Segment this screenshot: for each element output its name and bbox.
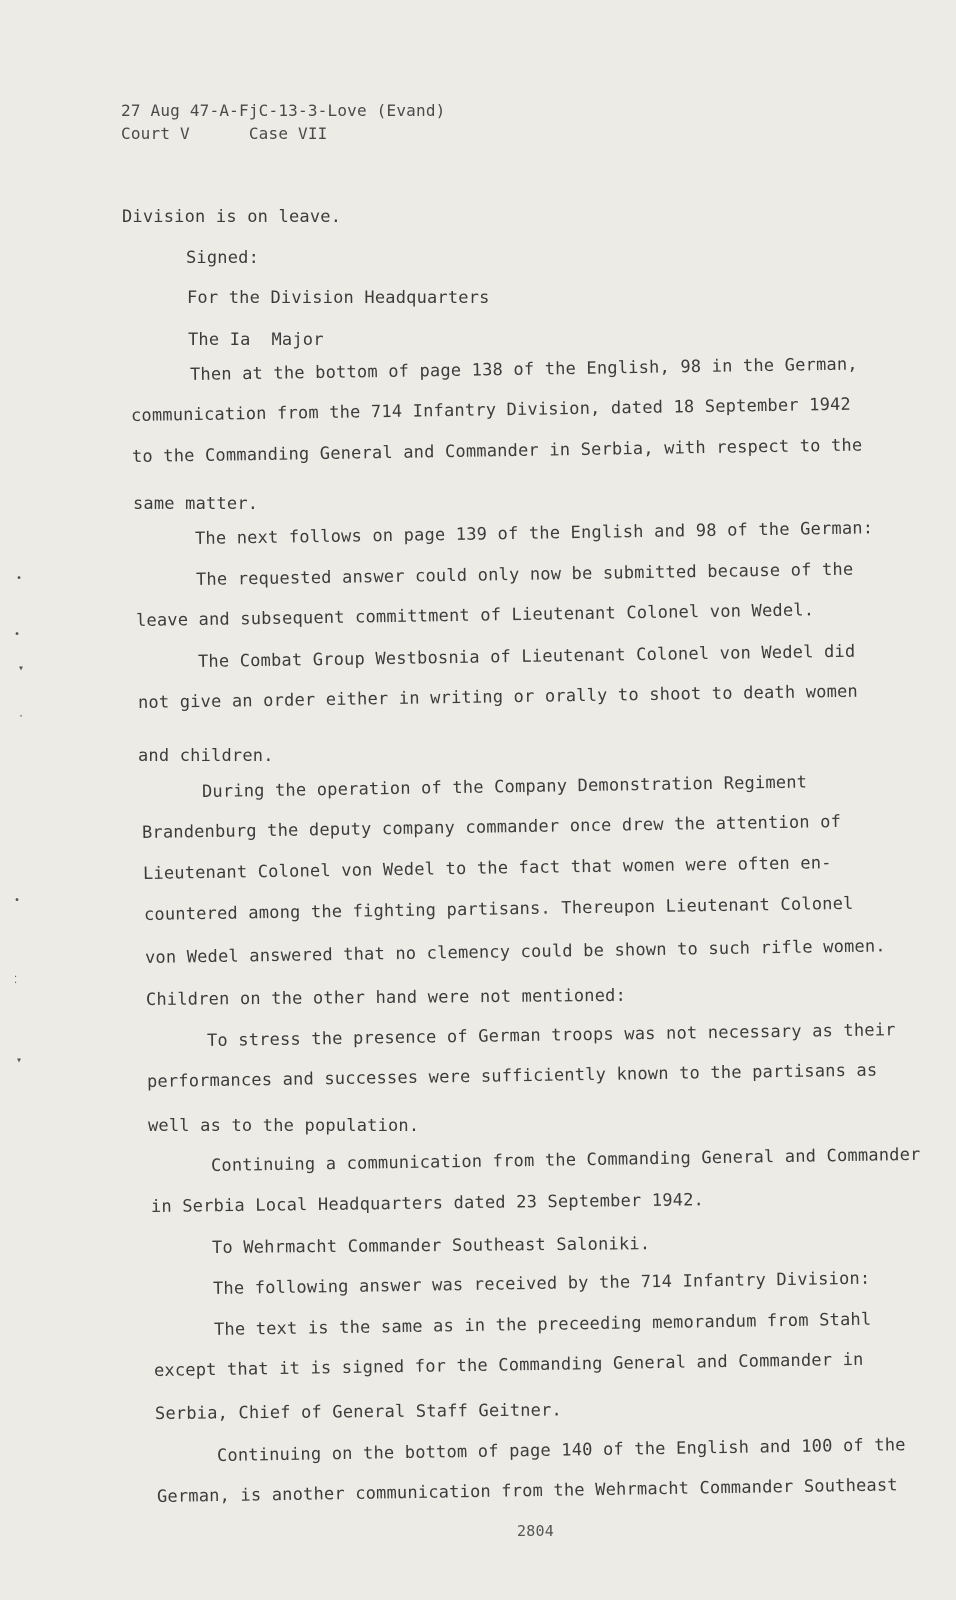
text-line: and children. (138, 746, 274, 766)
text-line: Continuing on the bottom of page 140 of the English and 100 of the (216, 1435, 906, 1466)
text-line: Division is on leave. (122, 207, 342, 227)
header-line-2: Court V Case VII (121, 124, 328, 143)
text-line: The Ia Major (188, 330, 324, 350)
text-line: Brandenburg the deputy company commander once drew the attention of (141, 812, 842, 843)
text-line: The text is the same as in the preceeding memorandum from Stahl (213, 1309, 872, 1340)
text-line: The Combat Group Westbosnia of Lieutenant Colonel von Wedel did (197, 641, 856, 672)
text-line: The requested answer could only now be submitted because of the (195, 559, 854, 590)
text-line: leave and subsequent committment of Lieutenant Colonel von Wedel. (135, 600, 815, 631)
text-line: During the operation of the Company Demonstration Regiment (201, 772, 808, 802)
text-line: Then at the bottom of page 138 of the English, 98 in the German, (189, 354, 858, 385)
header-line-1: 27 Aug 47-A-FjC-13-3-Love (Evand) (121, 101, 446, 120)
text-line: Lieutenant Colonel von Wedel to the fact that women were often en- (142, 853, 832, 884)
margin-dot-mark: • (16, 573, 23, 584)
text-line: To stress the presence of German troops was not necessary as their (206, 1020, 896, 1051)
margin-dot-mark: · (18, 711, 25, 722)
text-line: except that it is signed for the Commanding General and Commander in (153, 1349, 864, 1381)
text-line: For the Division Headquarters (187, 288, 490, 308)
text-line: Signed: (186, 248, 260, 268)
margin-dot-mark: • (14, 895, 21, 906)
text-line: The next follows on page 139 of the English and 98 of the German: (194, 518, 874, 549)
text-line: performances and successes were sufficiently known to the partisans as (146, 1060, 878, 1092)
text-line: countered among the fighting partisans. Thereupon Lieutenant Colonel (143, 893, 854, 925)
text-line: German, is another communication from the Wehrmacht Commander Southeast (156, 1475, 898, 1507)
text-line: Serbia, Chief of General Staff Geitner. (154, 1400, 563, 1424)
text-line: not give an order either in writing or orally to shoot to death women (137, 681, 859, 713)
text-line: Continuing a communication from the Commanding General and Commander (210, 1144, 921, 1176)
text-line: Children on the other hand were not mentioned: (145, 985, 627, 1010)
text-line: The following answer was received by the 714 Infantry Division: (212, 1268, 871, 1299)
text-line: same matter. (133, 494, 259, 514)
page-number: 2804 (517, 1522, 554, 1540)
margin-dot-mark: • (14, 629, 21, 640)
text-line: in Serbia Local Headquarters dated 23 September 1942. (150, 1190, 705, 1217)
text-line: von Wedel answered that no clemency could be shown to such rifle women. (144, 936, 886, 968)
margin-dot-mark: ▾ (16, 1055, 23, 1066)
text-line: well as to the population. (148, 1116, 420, 1136)
margin-dot-mark: ▾ (18, 663, 25, 674)
text-line: to the Commanding General and Commander in Serbia, with respect to the (131, 435, 863, 467)
text-line: communication from the 714 Infantry Division, dated 18 September 1942 (130, 394, 852, 426)
margin-dot-mark: ⁚ (14, 975, 18, 986)
text-line: To Wehrmacht Commander Southeast Saloniki. (211, 1234, 651, 1258)
